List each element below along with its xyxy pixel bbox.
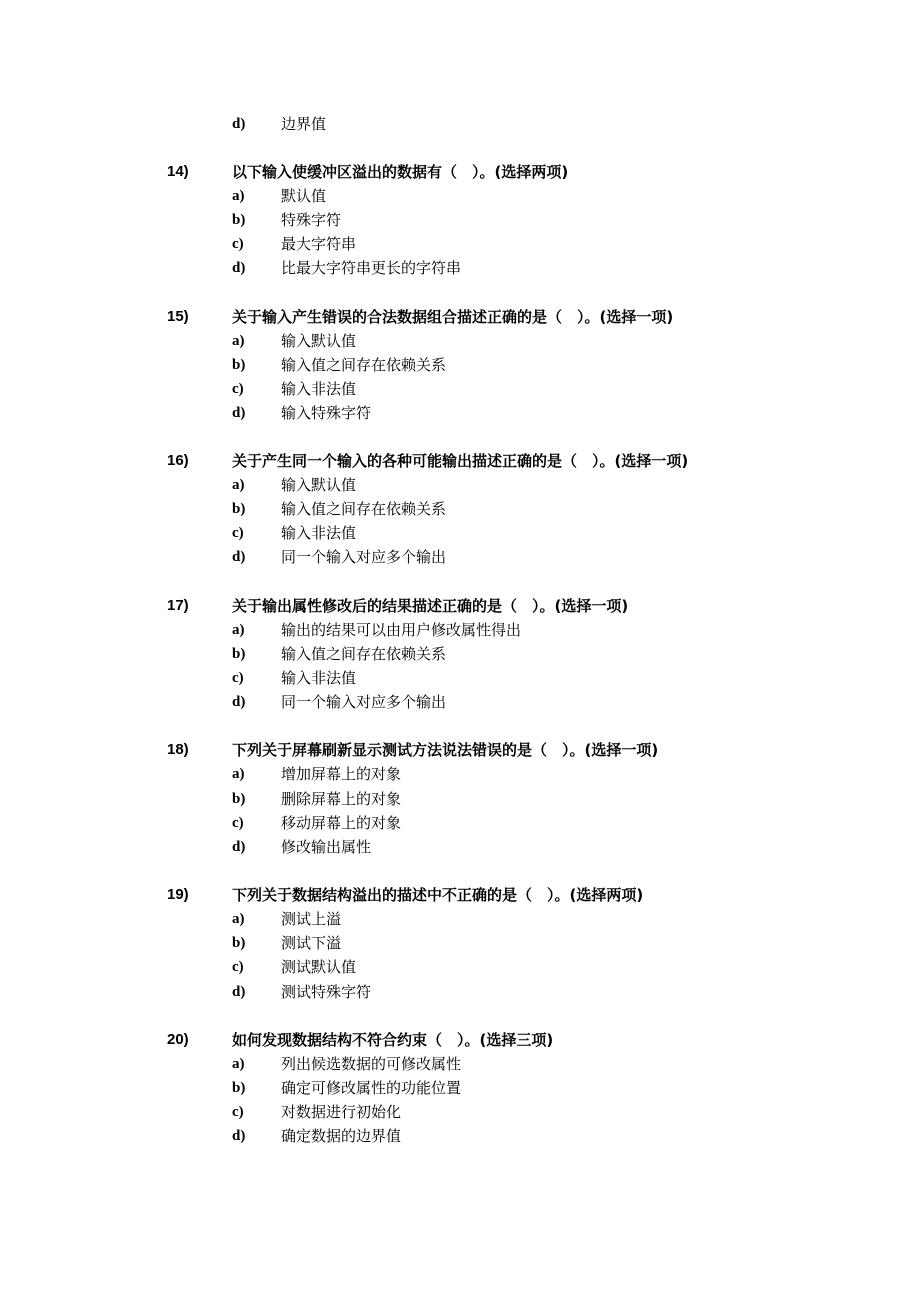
question-text: 以下输入使缓冲区溢出的数据有（ ）。(选择两项) xyxy=(232,163,569,181)
option-label: a) xyxy=(232,911,245,927)
question-17 xyxy=(0,594,920,618)
option-label: b) xyxy=(232,791,246,807)
option-label: d) xyxy=(232,1128,246,1144)
option-text: 输出的结果可以由用户修改属性得出 xyxy=(281,621,522,639)
option-19-d xyxy=(0,980,920,1004)
option-17-a xyxy=(0,618,920,642)
question-number: 16) xyxy=(167,452,189,469)
option-text: 增加屏幕上的对象 xyxy=(281,765,402,783)
option-text: 特殊字符 xyxy=(281,211,342,229)
option-14-c xyxy=(0,232,920,256)
option-text: 边界值 xyxy=(281,115,327,133)
option-17-d xyxy=(0,690,920,714)
option-18-b xyxy=(0,787,920,811)
question-16 xyxy=(0,449,920,473)
option-label: c) xyxy=(232,815,244,831)
option-18-a xyxy=(0,762,920,786)
option-18-c xyxy=(0,811,920,835)
option-19-b xyxy=(0,931,920,955)
option-label: a) xyxy=(232,766,245,782)
question-15 xyxy=(0,305,920,329)
option-label: d) xyxy=(232,116,246,132)
option-label: b) xyxy=(232,646,246,662)
option-text: 输入默认值 xyxy=(281,476,357,494)
option-label: c) xyxy=(232,525,244,541)
option-text: 测试下溢 xyxy=(281,934,342,952)
option-15-d xyxy=(0,401,920,425)
option-label: b) xyxy=(232,935,246,951)
question-18 xyxy=(0,738,920,762)
option-label: c) xyxy=(232,1104,244,1120)
option-text: 移动屏幕上的对象 xyxy=(281,814,402,832)
question-text: 下列关于数据结构溢出的描述中不正确的是（ ）。(选择两项) xyxy=(232,886,644,904)
option-text: 输入默认值 xyxy=(281,332,357,350)
option-text: 修改输出属性 xyxy=(281,838,372,856)
option-20-b xyxy=(0,1076,920,1100)
option-text: 测试特殊字符 xyxy=(281,983,372,1001)
question-number: 19) xyxy=(167,886,189,903)
option-text: 输入非法值 xyxy=(281,524,357,542)
question-number: 20) xyxy=(167,1031,189,1048)
question-number: 18) xyxy=(167,741,189,758)
option-19-c xyxy=(0,955,920,979)
question-number: 15) xyxy=(167,308,189,325)
option-text: 删除屏幕上的对象 xyxy=(281,790,402,808)
option-label: c) xyxy=(232,381,244,397)
option-14-d xyxy=(0,256,920,280)
question-text: 关于输入产生错误的合法数据组合描述正确的是（ ）。(选择一项) xyxy=(232,308,674,326)
question-text: 如何发现数据结构不符合约束（ ）。(选择三项) xyxy=(232,1031,554,1049)
carryover-option xyxy=(0,112,920,136)
option-18-d xyxy=(0,835,920,859)
option-20-c xyxy=(0,1100,920,1124)
option-17-b xyxy=(0,642,920,666)
option-20-d xyxy=(0,1124,920,1148)
option-16-c xyxy=(0,521,920,545)
option-16-b xyxy=(0,497,920,521)
option-text: 对数据进行初始化 xyxy=(281,1103,402,1121)
option-label: b) xyxy=(232,357,246,373)
option-20-a xyxy=(0,1052,920,1076)
option-text: 列出候选数据的可修改属性 xyxy=(281,1055,462,1073)
question-number: 17) xyxy=(167,597,189,614)
option-text: 输入值之间存在依赖关系 xyxy=(281,645,447,663)
question-14 xyxy=(0,160,920,184)
option-text: 默认值 xyxy=(281,187,327,205)
option-label: c) xyxy=(232,236,244,252)
option-text: 测试上溢 xyxy=(281,910,342,928)
option-label: d) xyxy=(232,839,246,855)
option-label: b) xyxy=(232,1080,246,1096)
option-text: 同一个输入对应多个输出 xyxy=(281,548,447,566)
option-label: c) xyxy=(232,670,244,686)
option-label: b) xyxy=(232,501,246,517)
option-19-a xyxy=(0,907,920,931)
option-label: d) xyxy=(232,260,246,276)
option-text: 输入非法值 xyxy=(281,380,357,398)
option-label: a) xyxy=(232,333,245,349)
option-text: 确定数据的边界值 xyxy=(281,1127,402,1145)
option-text: 输入值之间存在依赖关系 xyxy=(281,500,447,518)
option-text: 输入特殊字符 xyxy=(281,404,372,422)
option-label: a) xyxy=(232,622,245,638)
option-text: 确定可修改属性的功能位置 xyxy=(281,1079,462,1097)
option-label: d) xyxy=(232,694,246,710)
option-text: 比最大字符串更长的字符串 xyxy=(281,259,462,277)
option-text: 输入非法值 xyxy=(281,669,357,687)
option-17-c xyxy=(0,666,920,690)
question-text: 下列关于屏幕刷新显示测试方法说法错误的是（ ）。(选择一项) xyxy=(232,741,659,759)
option-15-a xyxy=(0,329,920,353)
option-14-a xyxy=(0,184,920,208)
option-label: d) xyxy=(232,549,246,565)
option-label: a) xyxy=(232,1056,245,1072)
question-number: 14) xyxy=(167,163,189,180)
question-19 xyxy=(0,883,920,907)
option-14-b xyxy=(0,208,920,232)
option-label: c) xyxy=(232,959,244,975)
option-text: 最大字符串 xyxy=(281,235,357,253)
question-text: 关于输出属性修改后的结果描述正确的是（ ）。(选择一项) xyxy=(232,597,629,615)
option-label: a) xyxy=(232,477,245,493)
option-text: 输入值之间存在依赖关系 xyxy=(281,356,447,374)
question-text: 关于产生同一个输入的各种可能输出描述正确的是（ ）。(选择一项) xyxy=(232,452,689,470)
option-15-b xyxy=(0,353,920,377)
option-label: d) xyxy=(232,984,246,1000)
option-16-a xyxy=(0,473,920,497)
option-label: b) xyxy=(232,212,246,228)
option-text: 测试默认值 xyxy=(281,958,357,976)
question-20 xyxy=(0,1028,920,1052)
option-16-d xyxy=(0,545,920,569)
option-label: a) xyxy=(232,188,245,204)
option-15-c xyxy=(0,377,920,401)
option-label: d) xyxy=(232,405,246,421)
option-text: 同一个输入对应多个输出 xyxy=(281,693,447,711)
